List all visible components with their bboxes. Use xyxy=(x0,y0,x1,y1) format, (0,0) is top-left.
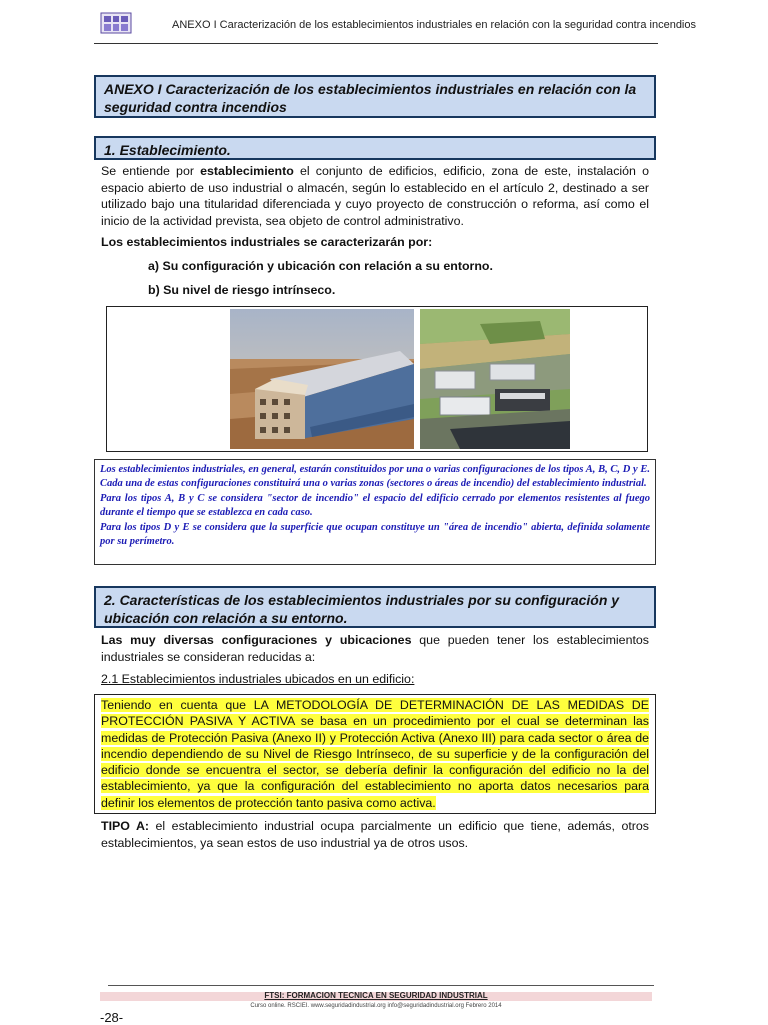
highlighted-text: Teniendo en cuenta que LA METODOLOGÍA DE DETERMINACIÓN DE LAS MEDIDAS DE PROTECCIÓN PASIVA Y ACTIVA se basa en un procedimiento por el cual se determinan las medidas de Protección Pasiva (Anexo II) y Protección Activa (Anexo III) para cada sector o área de incendio dependiendo de su Nivel de Riesgo Intrínseco, de su superficie y de la configuración del edificio donde se encuentra el sector, se debería definir la configuración del edificio no la del establecimiento, ya que la configuración del establecimiento no aporta datos necesarios para definir los elementos de protección tanto pasiva como activa. xyxy=(101,698,649,810)
industrial-estate-aerial-photo xyxy=(420,309,570,449)
footer-divider xyxy=(108,985,654,986)
running-header: ANEXO I Caracterización de los establecimientos industriales en relación con la seguridad contra incendios xyxy=(172,19,696,31)
tipo-a-label: TIPO A: xyxy=(101,819,150,833)
term-establecimiento: establecimiento xyxy=(200,164,294,178)
header-divider xyxy=(94,43,658,44)
section2-paragraph-rest: que pueden tener los establecimientos industriales se consideran reducidas a: xyxy=(101,633,649,664)
annex-title-box xyxy=(94,75,656,118)
tipo-a-text: el establecimiento industrial ocupa parcialmente un edificio que tiene, además, otros establecimientos, ya sean estos de uso industrial ya de otros usos. xyxy=(101,819,649,850)
configuration-note-box xyxy=(94,459,656,565)
industrial-building-photo xyxy=(230,309,414,449)
section1-paragraph-rest: el conjunto de edificios, edificio, zona de este, instalación o espacio abierto de uso industrial o almacén, según lo establecido en el artículo 2, destinado a ser utilizado bajo una titularidad diferenciada y cuyo proyecto de construcción o reforma, así como el inicio de la actividad prevista, sea objeto de control administrativo. xyxy=(101,164,649,228)
subsection-2-1-heading: 2.1 Establecimientos industriales ubicados en un edificio: xyxy=(101,672,415,686)
section2-heading: 2. Características de los establecimientos industriales por su configuración y ubicación con relación a su entorno. xyxy=(104,592,620,626)
footer-contact: Curso online. RSCIEI. www.seguridadindustrial.org info@seguridadindustrial.org Febrero 2014 xyxy=(250,1003,502,1009)
item-b: b) Su nivel de riesgo intrínseco. xyxy=(148,283,336,297)
photo-frame xyxy=(106,306,648,452)
section2-heading-box xyxy=(94,586,656,628)
building-logo-icon xyxy=(100,12,132,34)
highlighted-methodology-box xyxy=(94,694,656,814)
note-paragraph-2: Para los tipos A, B y C se considera "sector de incendio" el espacio del edificio cerrado por elementos resistentes al fuego durante el tiempo que se establezca en cada caso. xyxy=(100,492,650,519)
section1-paragraph xyxy=(101,163,649,229)
section1-heading: 1. Establecimiento. xyxy=(104,142,231,158)
item-a: a) Su configuración y ubicación con relación a su entorno. xyxy=(148,259,493,273)
section1-paragraph-start: Se entiende por xyxy=(101,164,201,178)
section1-heading-box xyxy=(94,136,656,160)
tipo-a-paragraph xyxy=(101,818,649,851)
footer-title: FTSI: FORMACION TECNICA EN SEGURIDAD INDUSTRIAL xyxy=(264,991,488,1000)
annex-title: ANEXO I Caracterización de los establecimientos industriales en relación con la seguridad contra incendios xyxy=(104,81,637,115)
characterization-intro: Los establecimientos industriales se caracterizarán por: xyxy=(101,235,433,249)
note-paragraph-1: Los establecimientos industriales, en general, estarán constituidos por una o varias configuraciones de los tipos A, B, C, D y E. Cada una de estas configuraciones constituirá una o varias zonas (sectores o áreas de incendio) del establecimiento industrial. xyxy=(100,464,650,490)
section2-paragraph xyxy=(101,632,649,665)
page-number: -28- xyxy=(100,1010,124,1025)
note-paragraph-3: Para los tipos D y E se considera que la superficie que ocupan constituye un "área de incendio" abierta, definida solamente por su perímetro. xyxy=(100,521,650,548)
term-configuraciones: Las muy diversas configuraciones y ubicaciones xyxy=(101,633,412,647)
